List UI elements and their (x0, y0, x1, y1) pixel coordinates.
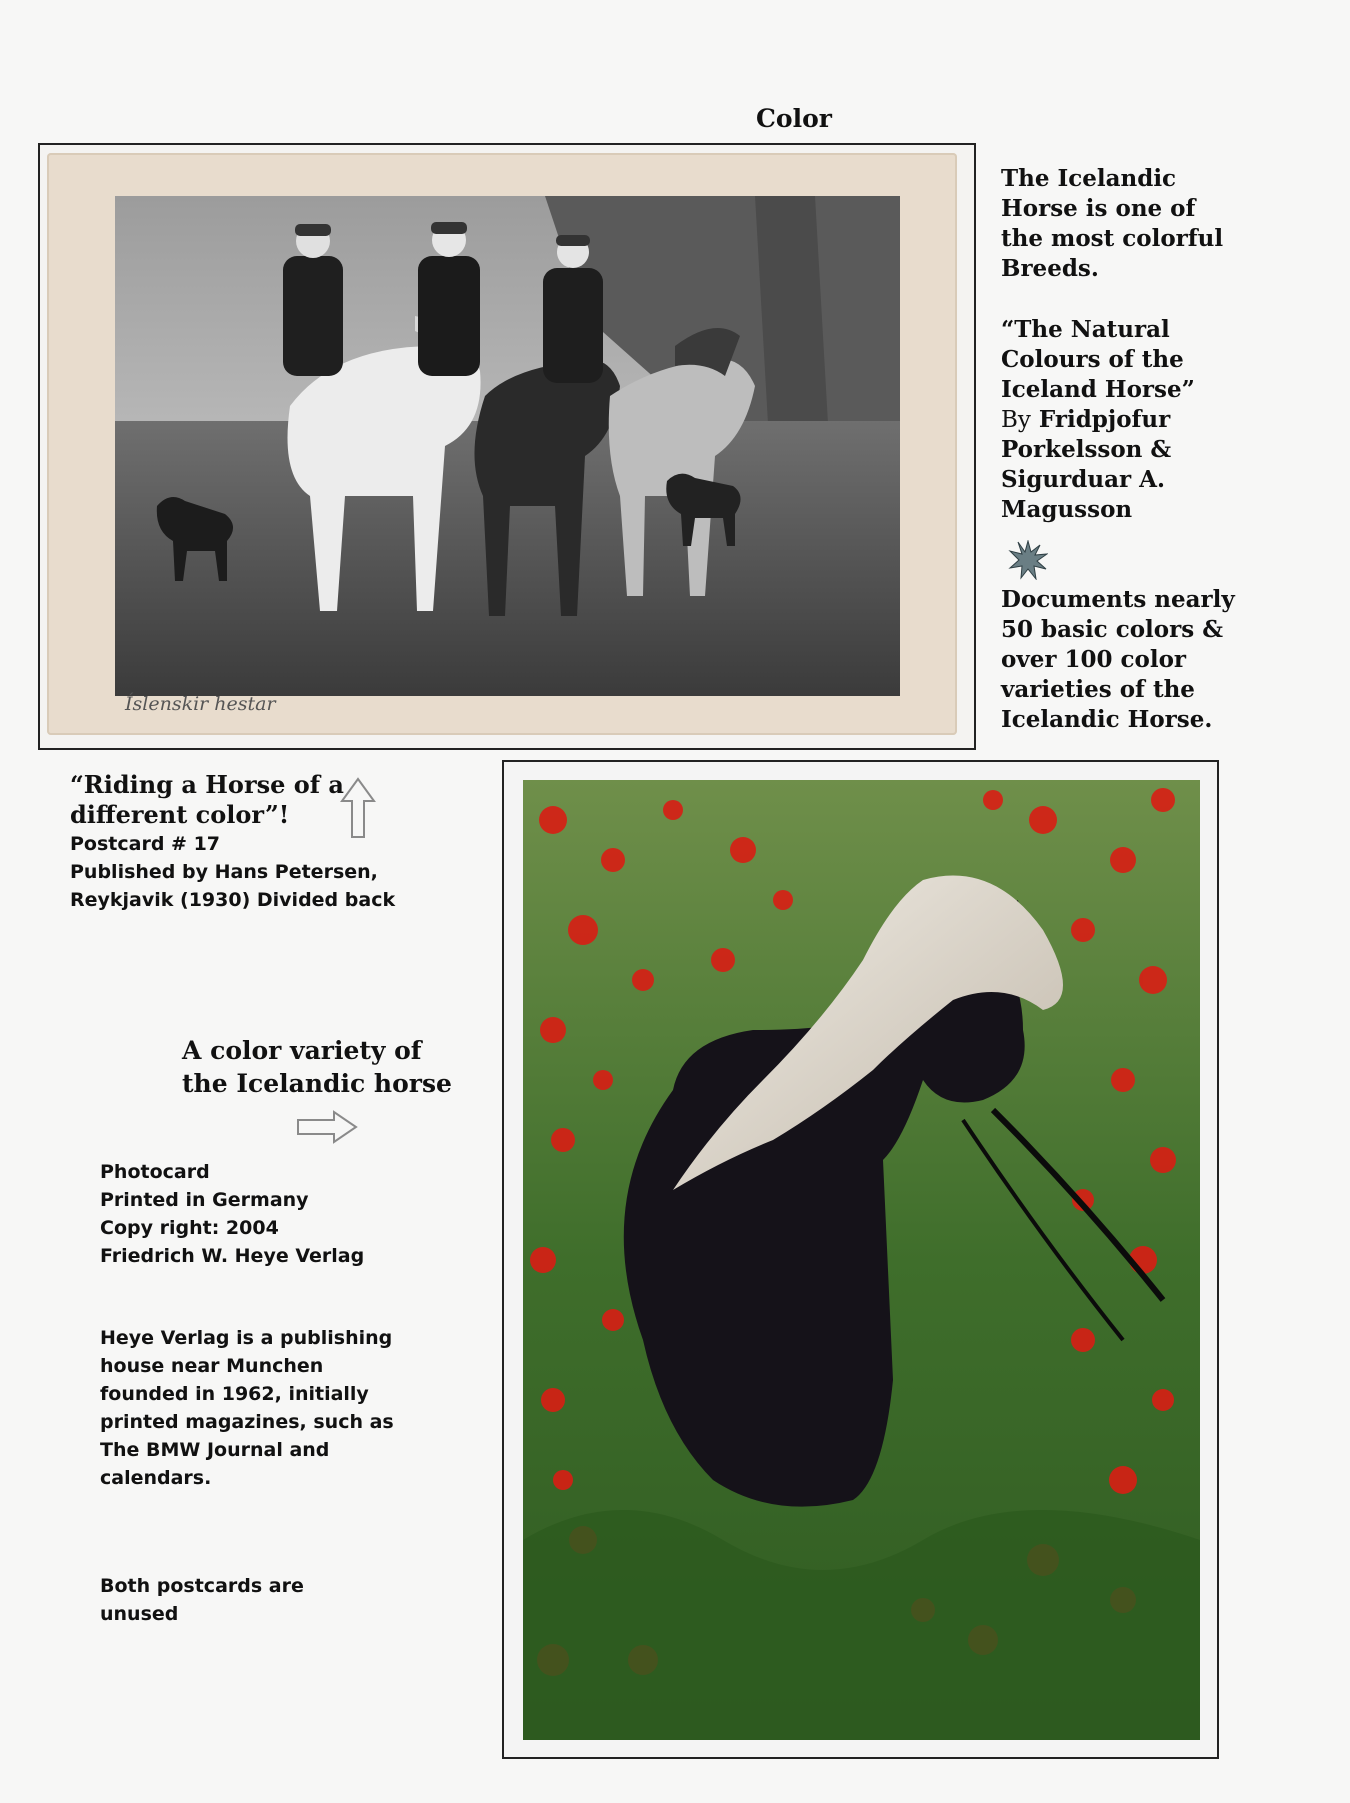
breed-statement: The Icelandic Horse is one of the most colorful Breeds. (1001, 165, 1224, 282)
book-author: Porkelsson & (1001, 436, 1172, 463)
horse-poppies-photo (523, 780, 1200, 1740)
book-author: Sigurduar A. (1001, 466, 1165, 493)
book-title-line: Iceland Horse” (1001, 376, 1195, 403)
arrow-right-icon (296, 1110, 358, 1144)
unused-note: Both postcards are unused (100, 1575, 304, 1625)
book-author: Fridpjofur (1038, 406, 1171, 433)
postcard-1-photo (115, 196, 900, 696)
book-title-line: Colours of the (1001, 346, 1184, 373)
postcard-2-details: Photocard Printed in Germany Copy right: 2004 Friedrich W. Heye Verlag (100, 1161, 365, 1267)
book-reference (1001, 315, 1301, 525)
page-title: Color (756, 104, 832, 133)
book-by: By (1001, 407, 1031, 433)
postcard-2-frame (502, 760, 1219, 1759)
postcard-1-frame (38, 143, 976, 750)
horses-riders-photo (115, 196, 900, 696)
heye-verlag-note: Heye Verlag is a publishing house near Munchen founded in 1962, initially printed magazines, such as The BMW Journal and calendars. (100, 1327, 394, 1489)
postcard-2-photo (523, 780, 1200, 1740)
postcard-1 (47, 153, 957, 735)
postcard-2-title: A color variety of the Icelandic horse (182, 1036, 452, 1098)
book-author: Magusson (1001, 496, 1133, 523)
postcard-1-title: “Riding a Horse of a different color”! (70, 770, 344, 829)
book-title-line: “The Natural (1001, 316, 1170, 343)
documents-statement: Documents nearly 50 basic colors & over 100 color varieties of the Icelandic Horse. (1001, 586, 1235, 733)
postcard-1-handwritten-caption: Íslenskir hestar (125, 693, 276, 715)
postcard-1-details: Postcard # 17 Published by Hans Petersen, Reykjavik (1930) Divided back (70, 833, 396, 911)
starburst-icon (1008, 540, 1048, 580)
